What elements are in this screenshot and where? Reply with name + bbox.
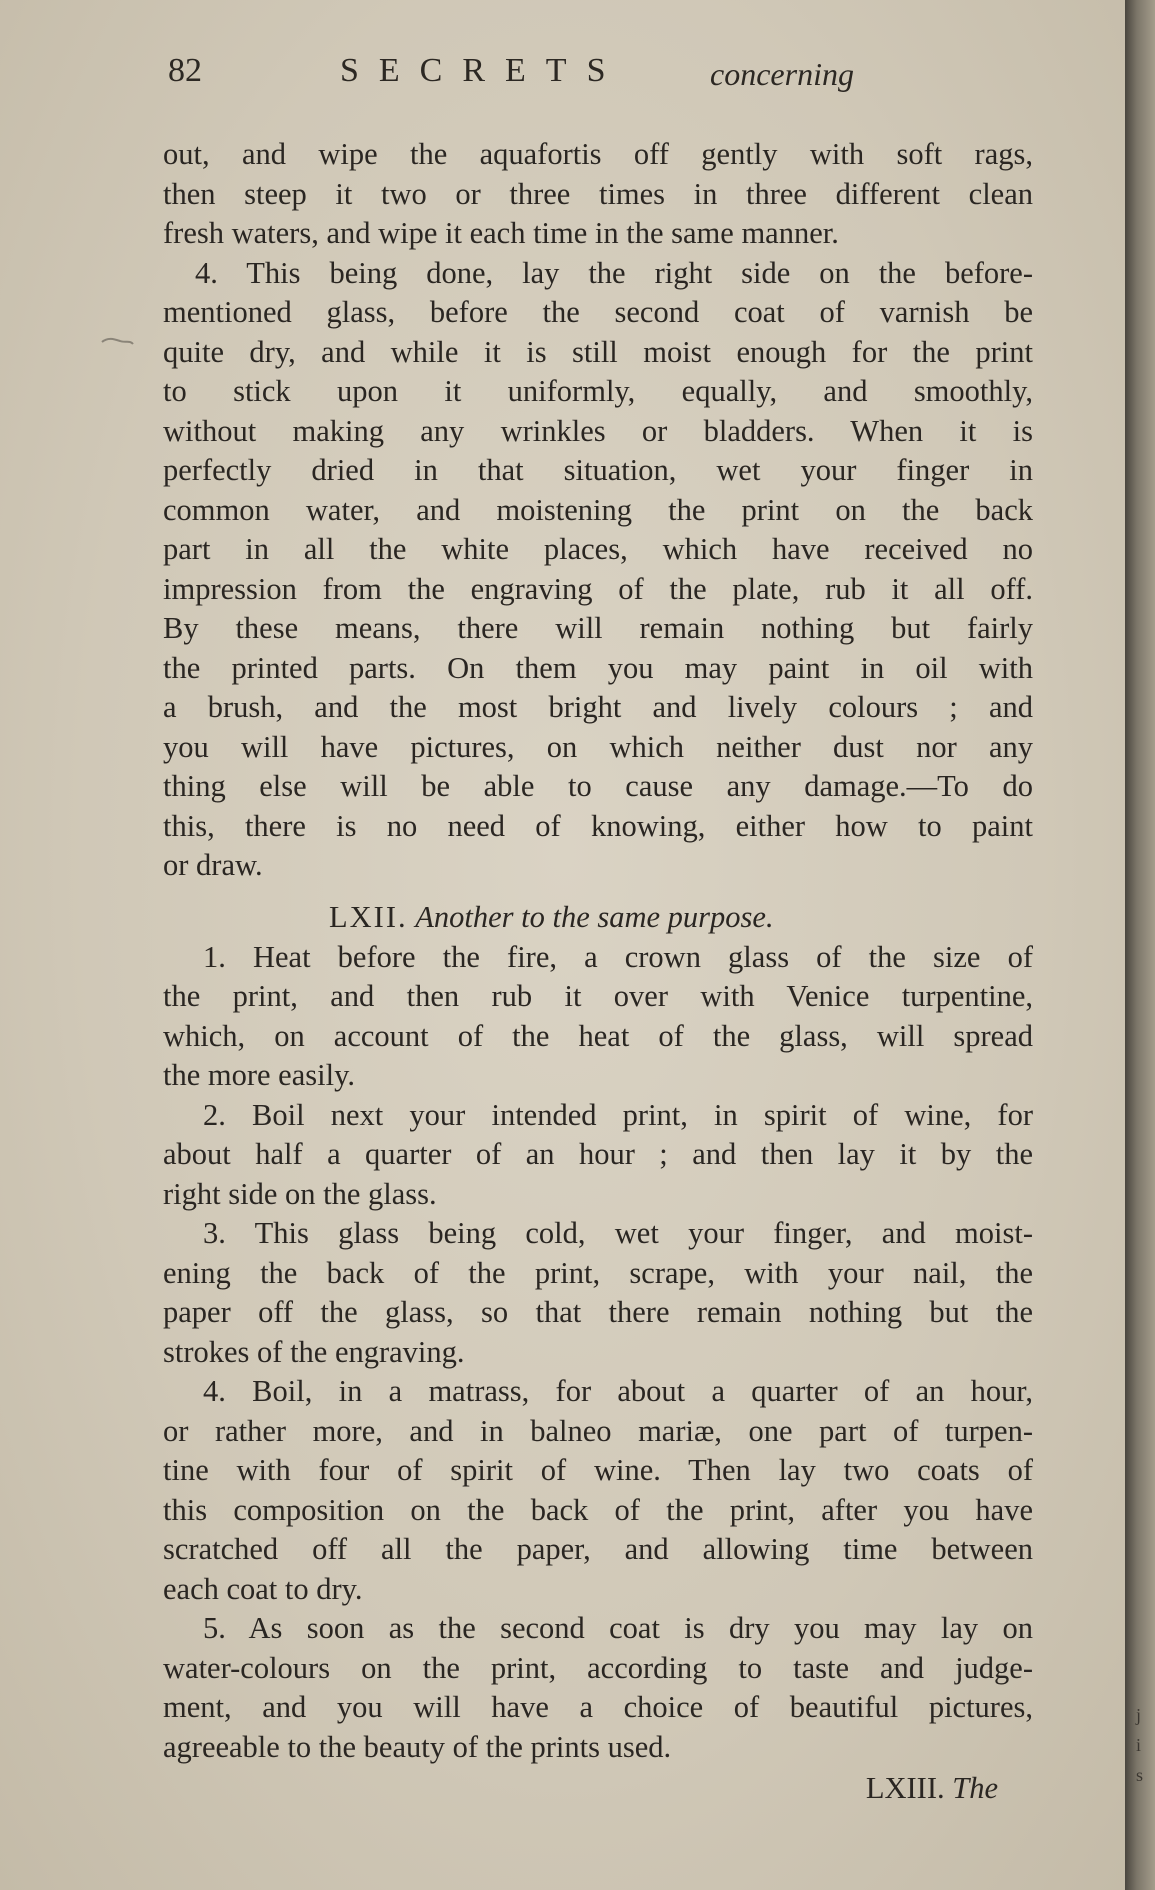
text-line: impression from the engraving of the plate, rub it all off. — [163, 571, 1033, 606]
text-line: tine with four of spirit of wine. Then lay two coats of — [163, 1453, 1033, 1487]
text-line: common water, and moistening the print on the back — [163, 492, 1033, 527]
book-gutter — [1125, 0, 1155, 1890]
text-line: which, on account of the heat of the glass, will spread — [163, 1018, 1033, 1053]
text-line: a brush, and the most bright and lively colours ; and — [163, 690, 1033, 724]
text-line: each coat to dry. — [163, 1571, 363, 1606]
text-line: to stick upon it uniformly, equally, and smoothly, — [163, 374, 1033, 408]
text-line: the more easily. — [163, 1058, 355, 1092]
text-line: paper off the glass, so that there remain nothing but the — [163, 1295, 1033, 1329]
paragraph-step-4 — [163, 254, 1033, 886]
text-line: scratched off all the paper, and allowing time between — [163, 1532, 1033, 1566]
text-line: 4. Boil, in a matrass, for about a quarter of an hour, — [203, 1374, 1033, 1408]
running-title-italic: concerning — [710, 56, 854, 92]
text-line: part in all the white places, which have received no — [163, 532, 1033, 566]
paragraph-step-1 — [163, 938, 1033, 1096]
edge-mark: j — [1136, 1705, 1142, 1725]
text-line: fresh waters, and wipe it each time in the same manner. — [163, 216, 839, 250]
text-line: this composition on the back of the print, after you have — [163, 1492, 1033, 1527]
catchword-italic: The — [952, 1771, 998, 1805]
section-heading — [163, 896, 1033, 938]
paragraph-step-2 — [163, 1096, 1033, 1215]
text-line: quite dry, and while it is still moist enough for the print — [163, 334, 1033, 369]
text-line: 5. As soon as the second coat is dry you may lay on — [203, 1611, 1033, 1645]
text-line: 2. Boil next your intended print, in spirit of wine, for — [203, 1097, 1033, 1132]
ink-smudge-icon — [100, 335, 134, 349]
text-line: mentioned glass, before the second coat of varnish be — [163, 295, 1033, 329]
text-line: then steep it two or three times in three different clean — [163, 176, 1033, 211]
paragraph-step-3 — [163, 1214, 1033, 1372]
text-line: the printed parts. On them you may paint in oil with — [163, 650, 1033, 685]
text-line: thing else will be able to cause any damage.—To do — [163, 769, 1033, 803]
paragraph-step-5 — [163, 1609, 1033, 1767]
section-title: Another to the same purpose. — [415, 899, 774, 934]
text-line: this, there is no need of knowing, either how to paint — [163, 808, 1033, 843]
catchword-roman: LXIII. — [865, 1771, 945, 1805]
text-line: strokes of the engraving. — [163, 1334, 465, 1369]
body-text — [163, 135, 1033, 1809]
facing-page-edge — [1136, 1700, 1143, 1790]
page-header — [168, 52, 888, 102]
text-line: or draw. — [163, 848, 263, 882]
text-line: right side on the glass. — [163, 1176, 437, 1211]
text-line: 3. This glass being cold, wet your finger, and moist- — [203, 1216, 1033, 1250]
section-number: LXII. — [329, 899, 408, 934]
text-line: perfectly dried in that situation, wet your finger in — [163, 453, 1033, 487]
text-line: ment, and you will have a choice of beautiful pictures, — [163, 1690, 1033, 1724]
text-line: agreeable to the beauty of the prints used. — [163, 1729, 672, 1764]
paragraph-step-4b — [163, 1372, 1033, 1609]
text-line: 1. Heat before the fire, a crown glass of the size of — [203, 939, 1033, 974]
text-line: By these means, there will remain nothing but fairly — [163, 611, 1033, 645]
running-title: SECRETS — [340, 52, 626, 89]
text-line: or rather more, and in balneo mariæ, one part of turpen- — [163, 1413, 1033, 1448]
text-line: out, and wipe the aquafortis off gently with soft rags, — [163, 137, 1033, 171]
text-line: ening the back of the print, scrape, with your nail, the — [163, 1255, 1033, 1290]
catchword — [163, 1767, 1033, 1809]
page-number: 82 — [168, 52, 202, 89]
text-line: about half a quarter of an hour ; and then lay it by the — [163, 1137, 1033, 1171]
text-line: you will have pictures, on which neither dust nor any — [163, 729, 1033, 764]
text-line: without making any wrinkles or bladders. When it is — [163, 413, 1033, 448]
text-line: the print, and then rub it over with Venice turpentine, — [163, 979, 1033, 1013]
paragraph-continuation — [163, 135, 1033, 254]
text-line: 4. This being done, lay the right side on the before- — [195, 255, 1033, 290]
edge-mark: i — [1136, 1735, 1142, 1755]
edge-mark: s — [1136, 1765, 1144, 1785]
text-line: water-colours on the print, according to taste and judge- — [163, 1650, 1033, 1685]
